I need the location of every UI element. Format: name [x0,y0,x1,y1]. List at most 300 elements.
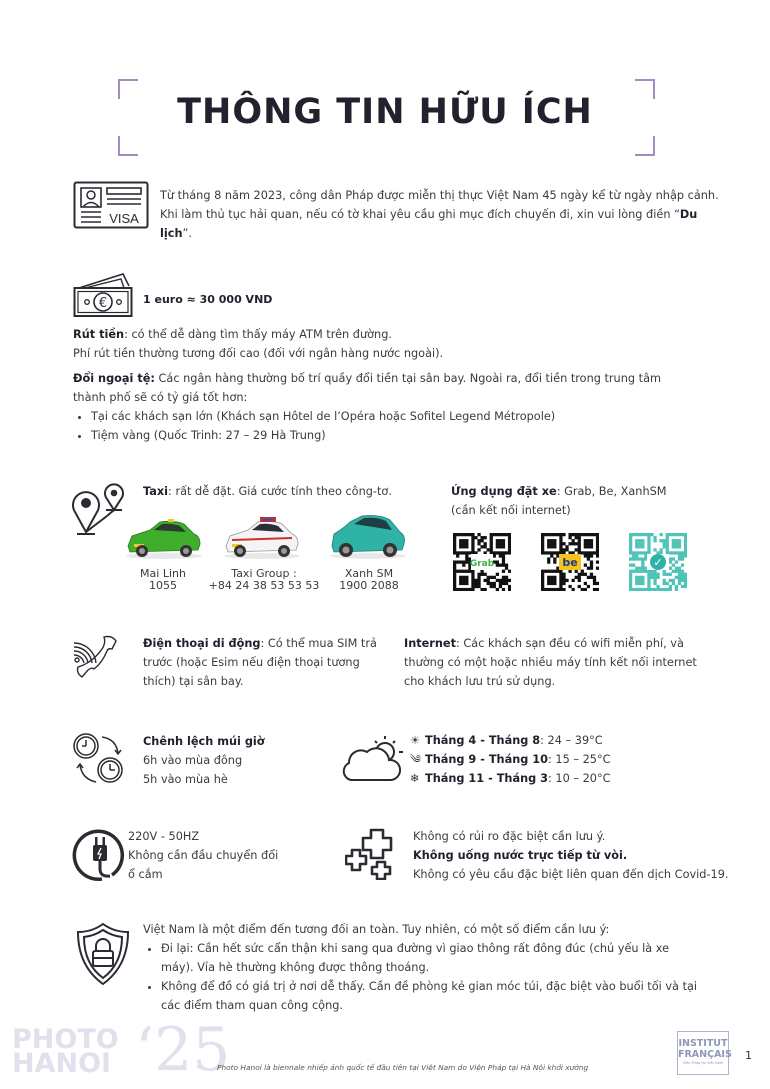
qr-module [675,567,678,570]
qr-module [453,579,456,582]
qr-module [502,542,505,545]
qr-module [462,539,465,542]
qr-module [550,582,553,585]
qr-module [681,554,684,557]
page-title: THÔNG TIN HỮU ÍCH [177,92,593,132]
qr-module [471,585,474,588]
qr-module [678,554,681,557]
qr-module [468,570,471,573]
qr-module [590,539,593,542]
qr-module [635,545,638,548]
qr-module [490,585,493,588]
qr-module [508,536,511,539]
qr-module [578,576,581,579]
qr-module [647,570,650,573]
taxi-caption-mai-linh [124,568,202,592]
qr-module [669,551,672,554]
qr-module [505,579,508,582]
qr-module [675,533,678,536]
qr-module [663,588,666,591]
qr-module [508,585,511,588]
qr-module [666,542,669,545]
qr-module [547,576,550,579]
withdraw-info [73,325,713,363]
qr-module [578,539,581,542]
qr-module [666,533,669,536]
qr-module [480,536,483,539]
qr-module [471,579,474,582]
qr-module [477,542,480,545]
internet-info [404,634,704,691]
qr-module [635,539,638,542]
qr-module [584,545,587,548]
visa-line-2 [160,205,720,243]
qr-module [647,573,650,576]
qr-module [544,533,547,536]
qr-module [638,588,641,591]
timezone-title: Chênh lệch múi giờ [143,735,265,748]
qr-module [593,588,596,591]
qr-module [459,579,462,582]
visa-line-1: Từ tháng 8 năm 2023, công dân Pháp được miễn thị thực Việt Nam 45 ngày kể từ ngày nhập cảnh. [160,189,719,202]
qr-module [669,573,672,576]
plug-icon [72,827,128,883]
qr-module [641,588,644,591]
footer-note: Photo Hanoi là biennale nhiếp ảnh quốc tế đầu tiên tại Việt Nam do Viện Pháp tại Hà Nội khởi xướng [217,1063,589,1072]
qr-module [635,533,638,536]
qr-module [590,573,593,576]
qr-module [553,551,556,554]
qr-module [629,585,632,588]
qr-module [575,542,578,545]
qr-module [590,551,593,554]
qr-module [502,551,505,554]
qr-module [678,570,681,573]
cloud-sun-icon [341,732,409,784]
qr-module [678,539,681,542]
power-info [128,827,278,884]
qr-module [453,588,456,591]
qr-module [672,551,675,554]
qr-module [459,588,462,591]
qr-module [459,576,462,579]
qr-module [541,548,544,551]
qr-module [684,582,687,585]
qr-module [462,542,465,545]
qr-module [559,576,562,579]
qr-module [656,588,659,591]
qr-module [484,542,487,545]
qr-module [590,554,593,557]
qr-module [502,560,505,563]
qr-module [508,533,511,536]
weather-temp: : 15 – 25°C [548,753,611,766]
visa-icon-label: VISA [109,211,139,226]
qr-module [462,579,465,582]
qr-module [496,539,499,542]
qr-module [681,573,684,576]
qr-module [505,567,508,570]
qr-module [465,560,468,563]
partner-line-2: FRANÇAIS [678,1049,732,1060]
qr-module [493,585,496,588]
qr-module [672,557,675,560]
qr-module [559,579,562,582]
qr-module [629,536,632,539]
qr-module [653,576,656,579]
qr-module [484,588,487,591]
qr-module [502,582,505,585]
qr-module [641,557,644,560]
qr-module [666,548,669,551]
qr-module [496,551,499,554]
qr-module [647,533,650,536]
qr-module [678,542,681,545]
qr-module [505,582,508,585]
qr-module [553,539,556,542]
qr-module [672,539,675,542]
qr-module [541,536,544,539]
qr-module [453,585,456,588]
qr-module [629,548,632,551]
qr-module [565,545,568,548]
weather-temp: : 10 – 20°C [548,772,611,785]
qr-module [462,551,465,554]
qr-module [647,545,650,548]
qr-module [669,533,672,536]
qr-module [493,554,496,557]
qr-module [632,533,635,536]
qr-module [453,570,456,573]
qr-module [632,551,635,554]
qr-module [635,542,638,545]
qr-module [587,539,590,542]
logo-line-1: PHOTO [12,1024,119,1055]
qr-module [550,576,553,579]
qr-module [496,533,499,536]
safety-list [143,939,703,1015]
qr-module [556,533,559,536]
qr-module [559,548,562,551]
qr-module [499,554,502,557]
qr-module [465,557,468,560]
qr-module [568,533,571,536]
qr-module [672,533,675,536]
ride-apps-label: Ứng dụng đặt xe [451,485,557,498]
qr-module [559,573,562,576]
qr-module [675,570,678,573]
qr-module [508,570,511,573]
qr-module [547,542,550,545]
qr-module [663,582,666,585]
qr-module [629,582,632,585]
qr-module [502,539,505,542]
taxi-phone: +84 24 38 53 53 53 [208,579,320,592]
qr-module [559,570,562,573]
qr-module [647,542,650,545]
qr-module [550,579,553,582]
qr-module [672,579,675,582]
qr-module [496,579,499,582]
qr-module [496,588,499,591]
qr-module [480,539,483,542]
qr-module [653,548,656,551]
qr-module [547,539,550,542]
visa-line-2-suffix: ”. [182,227,192,240]
qr-module [505,533,508,536]
qr-module [499,533,502,536]
qr-module [663,570,666,573]
timezone-info [143,732,265,789]
withdraw-text: : có thể dễ dàng tìm thấy máy ATM trên đường. [124,328,392,341]
qr-module [459,570,462,573]
qr-module [465,582,468,585]
qr-module [459,533,462,536]
qr-module [487,576,490,579]
qr-module [456,570,459,573]
qr-module [541,576,544,579]
qr-module [584,582,587,585]
qr-module [578,536,581,539]
qr-module [596,551,599,554]
qr-module [638,539,641,542]
qr-module [541,585,544,588]
qr-module [462,560,465,563]
qr-module [666,588,669,591]
qr-module [562,548,565,551]
qr-module [502,579,505,582]
banknote-euro-icon [73,272,135,318]
safety-list-item: • Đi lại: Cần hết sức cẩn thận khi sang qua đường vì giao thông rất đông đúc (chủ yếu là xe máy). Vỉa hè thường không được thông thoáng. [161,939,703,977]
qr-module [471,542,474,545]
qr-module [653,588,656,591]
qr-module [596,554,599,557]
qr-module [456,554,459,557]
qr-module [562,542,565,545]
visa-card-icon [73,181,149,229]
qr-module [453,551,456,554]
snowflake-icon: ❄ [410,772,420,785]
qr-module [502,588,505,591]
qr-module [672,570,675,573]
qr-module [672,582,675,585]
qr-module [487,582,490,585]
weather-period: Tháng 4 - Tháng 8 [425,734,541,747]
qr-module [596,539,599,542]
qr-module [684,576,687,579]
qr-module [675,542,678,545]
qr-module [496,564,499,567]
qr-module [544,551,547,554]
adapter-note-2: ổ cắm [128,868,163,881]
qr-module [647,548,650,551]
qr-module [641,539,644,542]
qr-module [572,579,575,582]
qr-module [508,588,511,591]
qr-module [490,548,493,551]
qr-module [641,560,644,563]
taxi-phone: 1900 2088 [339,579,399,592]
qr-module [584,554,587,557]
qr-module [508,545,511,548]
qr-module [499,539,502,542]
qr-code-xanhsm[interactable] [629,533,687,591]
qr-module [490,576,493,579]
qr-module [638,533,641,536]
qr-module [629,573,632,576]
qr-module [590,545,593,548]
qr-module [587,567,590,570]
qr-module [565,548,568,551]
qr-module [502,570,505,573]
visa-line-2-prefix: Khi làm thủ tục hải quan, nếu có tờ khai yêu cầu ghi mục đích chuyến đi, xin vui lòng điền “ [160,208,680,221]
qr-module [453,564,456,567]
qr-module [465,551,468,554]
qr-module [465,588,468,591]
qr-code-be[interactable] [541,533,599,591]
qr-module [456,560,459,563]
qr-module [581,551,584,554]
qr-module [663,579,666,582]
qr-module [541,582,544,585]
qr-module [459,542,462,545]
qr-module [477,548,480,551]
qr-module [669,557,672,560]
qr-module [477,585,480,588]
qr-module [656,585,659,588]
qr-module [547,570,550,573]
qr-module [502,557,505,560]
qr-code-grab[interactable] [453,533,511,591]
qr-module [681,579,684,582]
qr-module [541,570,544,573]
qr-module [635,576,638,579]
qr-module [562,573,565,576]
qr-module [584,533,587,536]
taxi-car-mai-linh [124,516,204,560]
corner-bottom-left [118,136,138,156]
qr-module [559,539,562,542]
qr-module [653,579,656,582]
qr-module [474,536,477,539]
qr-module [499,551,502,554]
qr-module [666,536,669,539]
adapter-note: Không cần đầu chuyển đổi [128,849,279,862]
qr-module [678,573,681,576]
qr-module [462,588,465,591]
ride-apps-note: (cần kết nối internet) [451,504,571,517]
qr-module [641,567,644,570]
qr-module [675,585,678,588]
weather-row [410,769,611,788]
qr-module [669,588,672,591]
page-number: 1 [745,1049,752,1062]
qr-module [684,539,687,542]
qr-module [562,579,565,582]
qr-module [508,539,511,542]
qr-module [641,579,644,582]
qr-module [499,542,502,545]
qr-module [572,533,575,536]
qr-module [681,585,684,588]
taxi-info [143,482,392,501]
qr-module [684,573,687,576]
qr-module [547,588,550,591]
qr-module [666,573,669,576]
qr-module [462,545,465,548]
qr-module [484,579,487,582]
qr-module [465,533,468,536]
qr-module [635,557,638,560]
qr-module [453,533,456,536]
qr-module [550,545,553,548]
qr-module [596,548,599,551]
qr-module [587,551,590,554]
qr-module [587,554,590,557]
qr-module [465,542,468,545]
qr-module [550,570,553,573]
qr-module [541,533,544,536]
qr-module [490,539,493,542]
qr-module [547,551,550,554]
qr-module [638,545,641,548]
qr-module [678,567,681,570]
mobile-phone-label: Điện thoại di động [143,637,261,650]
qr-module [453,542,456,545]
qr-module [663,573,666,576]
qr-module [453,567,456,570]
qr-module [581,570,584,573]
qr-module [553,588,556,591]
safety-intro: Việt Nam là một điểm đến tương đối an toàn. Tuy nhiên, có một số điểm cần lưu ý: [143,923,610,936]
qr-module [559,545,562,548]
internet-label: Internet [404,637,456,650]
health-risk: Không có rủi ro đặc biệt cần lưu ý. [413,830,606,843]
qr-module [499,579,502,582]
qr-module [477,582,480,585]
qr-module [453,576,456,579]
qr-module [590,542,593,545]
taxi-car-taxi-group [222,516,302,560]
qr-module [471,533,474,536]
qr-module [584,573,587,576]
qr-module [490,545,493,548]
exchange-list-item: • Tiệm vàng (Quốc Trinh: 27 – 29 Hà Trung) [91,426,663,445]
qr-module [596,588,599,591]
qr-module [666,545,669,548]
qr-module [459,539,462,542]
qr-module [650,570,653,573]
qr-module [632,564,635,567]
qr-module [587,545,590,548]
wind-icon: ༄ [410,753,421,766]
shield-lock-icon [76,922,130,986]
qr-module [499,564,502,567]
qr-module [477,576,480,579]
qr-module [684,554,687,557]
qr-module [660,533,663,536]
qr-module [456,533,459,536]
qr-module [675,539,678,542]
qr-module [653,573,656,576]
qr-module [650,533,653,536]
qr-module [572,539,575,542]
qr-module [578,533,581,536]
qr-module [553,533,556,536]
qr-module [547,533,550,536]
qr-module [453,582,456,585]
qr-module [581,573,584,576]
